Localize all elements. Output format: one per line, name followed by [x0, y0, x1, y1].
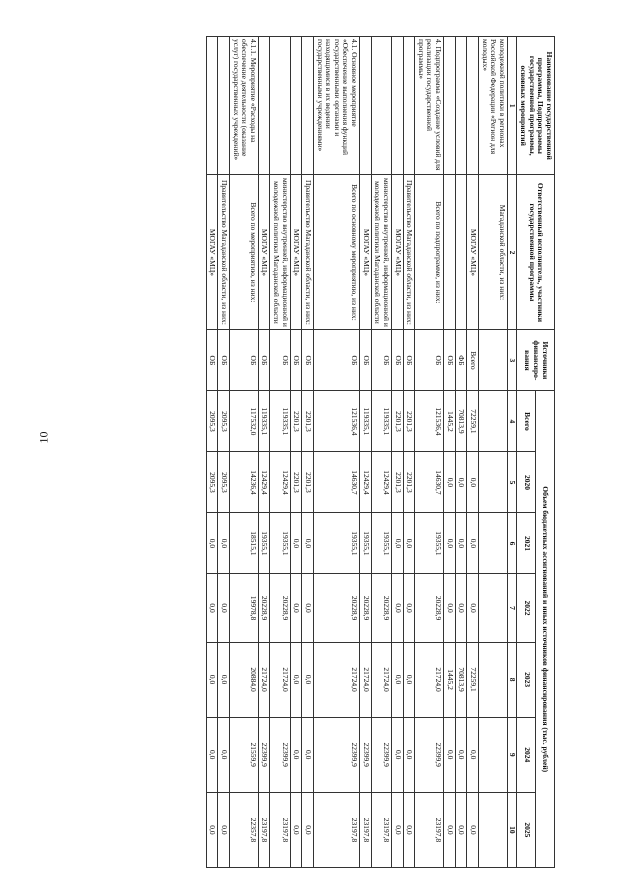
row-executor: Правительство Магаданской области, из них: — [403, 175, 415, 330]
row-value: 18515,1 — [230, 513, 259, 574]
row-value: 0,0 — [302, 574, 314, 642]
row-executor: Всего по основному мероприятию, из них: — [314, 175, 360, 330]
row-executor: министерство внутренней, информационной и молодежной политики Магаданской области — [371, 175, 391, 330]
row-value: 21724,0 — [258, 642, 270, 717]
row-value: 2201,3 — [403, 391, 415, 452]
table-row — [218, 37, 230, 868]
row-value — [479, 642, 508, 717]
row-value: 19355,1 — [360, 513, 372, 574]
row-value: 0,0 — [206, 717, 218, 792]
row-value: 21724,0 — [360, 642, 372, 717]
table-row — [314, 37, 360, 868]
row-source: ОБ — [314, 330, 360, 391]
row-value: 20228,9 — [258, 574, 270, 642]
row-value: 12429,4 — [360, 452, 372, 513]
row-value: 12429,4 — [258, 452, 270, 513]
row-value: 20228,9 — [360, 574, 372, 642]
row-value: 19355,1 — [415, 513, 444, 574]
row-value: 2095,3 — [206, 452, 218, 513]
row-value — [479, 717, 508, 792]
row-name — [290, 37, 302, 175]
row-value: 23197,8 — [371, 792, 391, 867]
row-value: 0,0 — [455, 452, 467, 513]
row-value: 1445,2 — [444, 391, 456, 452]
row-name — [371, 37, 391, 175]
row-value: 0,0 — [290, 513, 302, 574]
table-body — [206, 37, 507, 868]
row-value: 19355,1 — [314, 513, 360, 574]
header-year: 2022 — [517, 574, 536, 642]
row-value: 14630,7 — [415, 452, 444, 513]
header-year: 2024 — [517, 717, 536, 792]
row-value: 22399,9 — [314, 717, 360, 792]
row-name — [360, 37, 372, 175]
row-value: 117532,0 — [230, 391, 259, 452]
row-value: 0,0 — [392, 792, 404, 867]
row-source: ОБ — [360, 330, 372, 391]
row-executor: Всего по подпрограмме, из них: — [415, 175, 444, 330]
row-value: 22399,9 — [415, 717, 444, 792]
row-value: 2201,3 — [403, 452, 415, 513]
row-value: 0,0 — [444, 513, 456, 574]
header-source: Источники финансиро-вания — [517, 330, 555, 391]
table-row — [371, 37, 391, 868]
row-value: 0,0 — [302, 642, 314, 717]
row-executor: МОГАУ «МЦ» — [360, 175, 372, 330]
table-row — [467, 37, 479, 868]
row-value: 21724,0 — [371, 642, 391, 717]
column-index: 9 — [507, 717, 517, 792]
row-value: 0,0 — [302, 513, 314, 574]
column-index: 4 — [507, 391, 517, 452]
row-value: 0,0 — [290, 717, 302, 792]
row-source: ОБ — [403, 330, 415, 391]
row-value: 19355,1 — [270, 513, 290, 574]
row-value: 70813,9 — [455, 391, 467, 452]
row-value: 0,0 — [467, 513, 479, 574]
row-executor: МОГАУ «МЦ» — [467, 175, 479, 330]
row-value: 23197,8 — [258, 792, 270, 867]
row-value: 70813,9 — [455, 642, 467, 717]
row-source: ОБ — [218, 330, 230, 391]
row-value — [479, 513, 508, 574]
page-number: 10 — [36, 431, 51, 444]
row-value: 22399,9 — [258, 717, 270, 792]
row-value: 0,0 — [392, 717, 404, 792]
row-executor: МОГАУ «МЦ» — [206, 175, 218, 330]
row-value: 12429,4 — [371, 452, 391, 513]
header-year: 2020 — [517, 452, 536, 513]
table-row — [479, 37, 508, 868]
row-value: 0,0 — [467, 792, 479, 867]
row-name: 4. Подпрограмма «Создание условий для реализации государственной программы» — [415, 37, 444, 175]
row-value: 20884,0 — [230, 642, 259, 717]
row-value: 0,0 — [403, 792, 415, 867]
row-value: 0,0 — [467, 717, 479, 792]
row-source: ОБ — [302, 330, 314, 391]
header-name: Наименование государственной программы, Подпрограммы государственной программы, основных мероприятий — [517, 37, 555, 175]
header-volume: Объем бюджетных ассигнований и иных источников финансирования (тыс. рублей) — [536, 391, 555, 868]
table-row — [444, 37, 456, 868]
table-row — [270, 37, 290, 868]
column-index: 3 — [507, 330, 517, 391]
row-name — [206, 37, 218, 175]
row-value: 19355,1 — [371, 513, 391, 574]
column-index: 2 — [507, 175, 517, 330]
row-value: 2095,3 — [218, 452, 230, 513]
row-source: ОБ — [206, 330, 218, 391]
row-value: 0,0 — [444, 452, 456, 513]
row-value: 0,0 — [218, 717, 230, 792]
row-value: 0,0 — [290, 642, 302, 717]
row-value: 0,0 — [444, 717, 456, 792]
row-source: ОБ — [371, 330, 391, 391]
row-value: 23197,8 — [415, 792, 444, 867]
row-value: 0,0 — [455, 717, 467, 792]
row-executor: Всего по мероприятию, из них: — [230, 175, 259, 330]
row-value: 21559,9 — [230, 717, 259, 792]
row-value: 2201,3 — [392, 452, 404, 513]
row-value: 14630,7 — [314, 452, 360, 513]
row-executor: МОГАУ «МЦ» — [258, 175, 270, 330]
column-index: 6 — [507, 513, 517, 574]
row-value: 121536,4 — [314, 391, 360, 452]
row-value: 0,0 — [403, 513, 415, 574]
row-name — [218, 37, 230, 175]
row-value — [479, 391, 508, 452]
row-value: 21724,0 — [314, 642, 360, 717]
table-row — [403, 37, 415, 868]
column-index: 10 — [507, 792, 517, 867]
row-value: 23197,8 — [270, 792, 290, 867]
row-value: 0,0 — [392, 642, 404, 717]
row-source: ОБ — [415, 330, 444, 391]
header-year: Всего — [517, 391, 536, 452]
row-value: 19978,8 — [230, 574, 259, 642]
row-value: 21724,0 — [415, 642, 444, 717]
row-value: 2201,3 — [290, 452, 302, 513]
column-index-row — [507, 37, 517, 868]
row-value: 72259,1 — [467, 642, 479, 717]
row-name — [392, 37, 404, 175]
table-row — [392, 37, 404, 868]
header-executor: Ответственный исполнитель, участники государственной программы — [517, 175, 555, 330]
row-value — [479, 574, 508, 642]
row-value: 0,0 — [290, 792, 302, 867]
row-value: 0,0 — [392, 513, 404, 574]
row-value: 22357,8 — [230, 792, 259, 867]
row-executor: Правительство Магаданской области, из них: — [302, 175, 314, 330]
row-value: 119335,1 — [258, 391, 270, 452]
row-source: ФБ — [455, 330, 467, 391]
row-value: 0,0 — [218, 513, 230, 574]
row-value: 0,0 — [455, 574, 467, 642]
row-source: ОБ — [258, 330, 270, 391]
row-value: 22399,9 — [360, 717, 372, 792]
row-executor: Магаданской области, из них: — [479, 175, 508, 330]
row-value: 22399,9 — [371, 717, 391, 792]
header-year: 2021 — [517, 513, 536, 574]
row-value: 0,0 — [455, 792, 467, 867]
row-value: 0,0 — [455, 513, 467, 574]
row-executor: Правительство Магаданской области, из них: — [218, 175, 230, 330]
row-value: 121536,4 — [415, 391, 444, 452]
table-row — [258, 37, 270, 868]
row-value: 20228,9 — [270, 574, 290, 642]
row-value: 0,0 — [467, 452, 479, 513]
row-value — [479, 792, 508, 867]
row-value: 19355,1 — [258, 513, 270, 574]
row-value: 2095,3 — [206, 391, 218, 452]
column-index: 8 — [507, 642, 517, 717]
header-year: 2025 — [517, 792, 536, 867]
column-index: 5 — [507, 452, 517, 513]
row-executor — [455, 175, 467, 330]
row-name — [444, 37, 456, 175]
row-value: 2201,3 — [290, 391, 302, 452]
table-row — [206, 37, 218, 868]
row-name — [403, 37, 415, 175]
row-value: 21724,0 — [270, 642, 290, 717]
financing-table — [206, 36, 555, 868]
row-value: 0,0 — [218, 792, 230, 867]
row-value: 0,0 — [206, 792, 218, 867]
row-value: 119335,1 — [371, 391, 391, 452]
row-value: 0,0 — [444, 574, 456, 642]
row-value: 0,0 — [444, 792, 456, 867]
row-executor: министерство внутренней, информационной и молодежной политики Магаданской области — [270, 175, 290, 330]
row-value: 2201,3 — [302, 452, 314, 513]
row-executor: МОГАУ «МЦ» — [392, 175, 404, 330]
row-name — [302, 37, 314, 175]
table-row — [290, 37, 302, 868]
row-value: 119335,1 — [270, 391, 290, 452]
row-value: 2095,3 — [218, 391, 230, 452]
table-row — [230, 37, 259, 868]
row-value: 0,0 — [392, 574, 404, 642]
row-value: 0,0 — [403, 717, 415, 792]
row-value: 0,0 — [290, 574, 302, 642]
row-name: 4.1.1. Мероприятие «Расходы на обеспечение деятельности (оказание услуг) государственных учреждений» — [230, 37, 259, 175]
row-source: Всего — [467, 330, 479, 391]
row-name — [258, 37, 270, 175]
row-value: 2201,3 — [302, 391, 314, 452]
row-source: ОБ — [392, 330, 404, 391]
row-executor: МОГАУ «МЦ» — [290, 175, 302, 330]
row-value: 0,0 — [206, 574, 218, 642]
table-row — [455, 37, 467, 868]
column-index: 7 — [507, 574, 517, 642]
row-value: 14236,4 — [230, 452, 259, 513]
row-value: 72259,1 — [467, 391, 479, 452]
row-value: 1445,2 — [444, 642, 456, 717]
row-name: 4.1. Основное мероприятие «Обеспечение выполнения функций государственными органами и находящимися в их ведении государственными учреждениями» — [314, 37, 360, 175]
row-source: ОБ — [230, 330, 259, 391]
row-source: ОБ — [270, 330, 290, 391]
row-value: 0,0 — [206, 513, 218, 574]
table-row — [415, 37, 444, 868]
rotated-table-container — [45, 36, 555, 868]
header-year: 2023 — [517, 642, 536, 717]
row-value: 2201,3 — [392, 391, 404, 452]
row-value: 22399,9 — [270, 717, 290, 792]
table-row — [360, 37, 372, 868]
row-value: 0,0 — [302, 792, 314, 867]
column-index: 1 — [507, 37, 517, 175]
row-source: ОБ — [290, 330, 302, 391]
row-value: 0,0 — [467, 574, 479, 642]
row-value: 0,0 — [218, 642, 230, 717]
row-value: 119335,1 — [360, 391, 372, 452]
row-value: 12429,4 — [270, 452, 290, 513]
row-name — [270, 37, 290, 175]
row-value: 20228,9 — [415, 574, 444, 642]
row-source: ОБ — [444, 330, 456, 391]
table-row — [302, 37, 314, 868]
row-value — [479, 452, 508, 513]
row-name — [455, 37, 467, 175]
row-value: 20228,9 — [371, 574, 391, 642]
row-name — [467, 37, 479, 175]
row-source — [479, 330, 508, 391]
row-value: 20228,9 — [314, 574, 360, 642]
row-value: 0,0 — [218, 574, 230, 642]
row-value: 23197,8 — [360, 792, 372, 867]
row-value: 23197,8 — [314, 792, 360, 867]
row-value: 0,0 — [403, 574, 415, 642]
row-name: молодежной политики в регионах Российской Федерации «Регион для молодых» — [479, 37, 508, 175]
row-value: 0,0 — [403, 642, 415, 717]
row-executor — [444, 175, 456, 330]
row-value: 0,0 — [302, 717, 314, 792]
row-value: 0,0 — [206, 642, 218, 717]
